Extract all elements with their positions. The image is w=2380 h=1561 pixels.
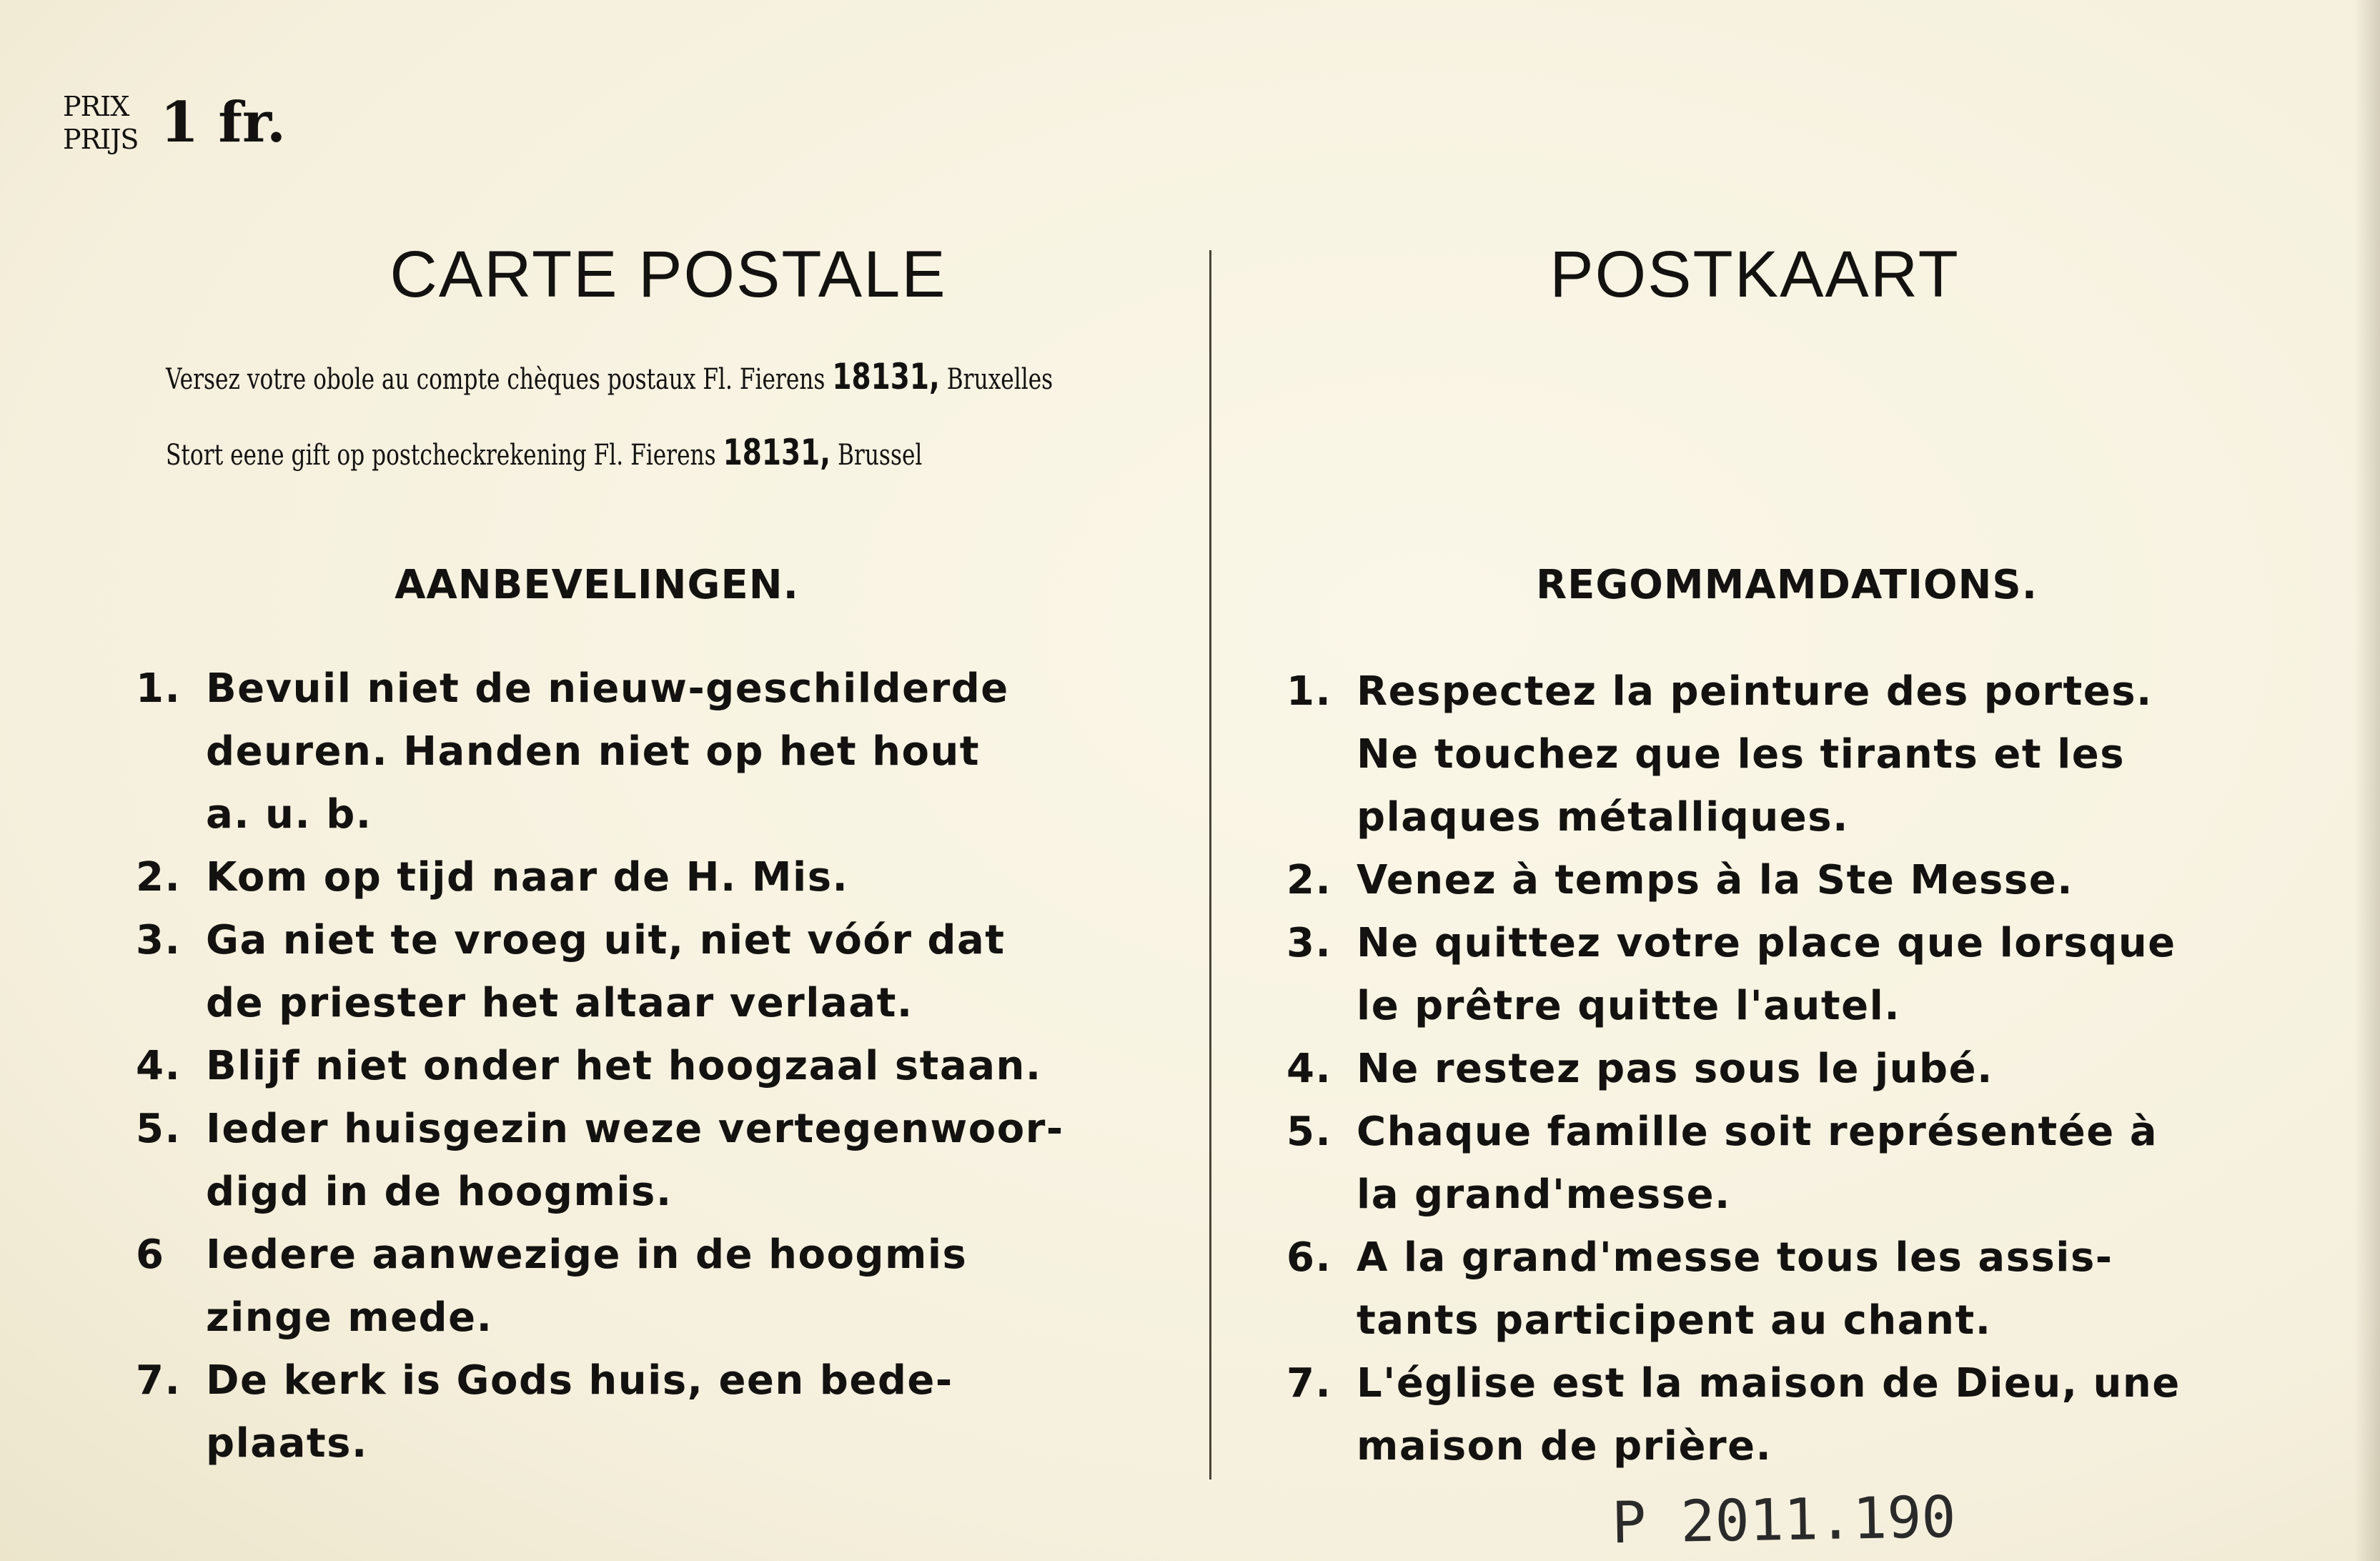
item-line: plaques métalliques. [1357, 794, 1849, 841]
item-number-nl: 1. [136, 665, 182, 712]
item-line: Iedere aanwezige in de hoogmis [206, 1232, 968, 1278]
item-number-nl: 5. [136, 1106, 182, 1152]
item-line: zinge mede. [206, 1294, 493, 1341]
item-text-nl [206, 846, 1065, 909]
transfer-note-fr-text: Versez votre obole au compte chèques postaux Fl. Fierens [166, 363, 833, 396]
transfer-note-nl-text: Stort eene gift op postcheckrekening Fl. Fierens [166, 439, 723, 472]
list-item [1286, 660, 2223, 849]
price-value: 1 fr. [160, 90, 287, 155]
item-line: maison de prière. [1357, 1423, 1772, 1470]
item-number-fr: 1. [1286, 668, 1332, 715]
recommendations-list-fr [1286, 660, 2223, 1478]
list-item [136, 1224, 1065, 1349]
item-line: Bevuil niet de nieuw-geschilderde [206, 665, 1009, 712]
item-number-nl: 6 [136, 1232, 165, 1278]
item-text-nl [206, 1098, 1065, 1224]
item-number-fr: 6. [1286, 1234, 1332, 1281]
item-text-fr [1357, 1101, 2223, 1226]
item-line: digd in de hoogmis. [206, 1169, 673, 1215]
item-number-nl: 2. [136, 854, 182, 901]
item-line: L'église est la maison de Dieu, une [1357, 1360, 2181, 1407]
account-number: 18131, [723, 432, 831, 473]
account-number: 18131, [832, 356, 940, 397]
center-divider [1209, 250, 1211, 1480]
price-label-fr: PRIX [63, 91, 129, 122]
item-number-nl: 7. [136, 1357, 182, 1404]
list-item [136, 1349, 1065, 1475]
list-item [136, 1035, 1065, 1098]
item-line: Blijf niet onder het hoogzaal staan. [206, 1043, 1042, 1089]
price-label-nl: PRIJS [63, 124, 139, 155]
item-line: Ne quittez votre place que lorsque [1357, 920, 2176, 966]
heading-aanbevelingen: AANBEVELINGEN. [395, 562, 799, 608]
item-text-nl [206, 1224, 1065, 1349]
item-number-nl: 4. [136, 1043, 182, 1089]
item-number-fr: 5. [1286, 1109, 1332, 1155]
price-labels [63, 90, 139, 156]
item-text-fr [1357, 660, 2223, 849]
item-number-fr: 3. [1286, 920, 1332, 966]
item-text-fr [1357, 912, 2223, 1038]
list-item [1286, 1226, 2223, 1352]
item-line: Ne touchez que les tirants et les [1357, 731, 2126, 778]
title-postkaart: POSTKAART [1550, 238, 1960, 311]
item-number-fr: 4. [1286, 1046, 1332, 1092]
item-line: le prêtre quitte l'autel. [1357, 983, 1901, 1029]
transfer-note-fr [166, 356, 1053, 397]
item-line: Kom op tijd naar de H. Mis. [206, 854, 849, 901]
item-line: deuren. Handen niet op het hout [206, 728, 981, 775]
recommendations-list-nl [136, 658, 1065, 1475]
item-text-fr [1357, 1226, 2223, 1352]
item-line: la grand'messe. [1357, 1171, 1731, 1218]
item-line: Respectez la peinture des portes. [1357, 668, 2153, 715]
item-line: a. u. b. [206, 791, 372, 838]
item-line: plaats. [206, 1420, 368, 1467]
card-edge-shadow [2354, 0, 2380, 1561]
item-line: A la grand'messe tous les assis- [1357, 1234, 2113, 1281]
list-item [1286, 1352, 2223, 1478]
item-number-fr: 7. [1286, 1360, 1332, 1407]
list-item [136, 1098, 1065, 1224]
item-number-nl: 3. [136, 917, 182, 963]
list-item [1286, 1038, 2223, 1101]
archive-number: P 2011.190 [1611, 1483, 1957, 1557]
item-line: Chaque famille soit représentée à [1357, 1109, 2158, 1155]
item-number-fr: 2. [1286, 857, 1332, 903]
item-line: de priester het altaar verlaat. [206, 980, 913, 1026]
title-carte-postale: CARTE POSTALE [390, 238, 947, 311]
item-line: De kerk is Gods huis, een bede- [206, 1357, 953, 1404]
list-item [1286, 1101, 2223, 1226]
list-item [136, 658, 1065, 846]
item-text-nl [206, 1349, 1065, 1475]
item-line: Venez à temps à la Ste Messe. [1357, 857, 2073, 903]
list-item [136, 846, 1065, 909]
item-line: Ieder huisgezin weze vertegenwoor- [206, 1106, 1064, 1152]
transfer-note-nl-city: Brussel [830, 439, 923, 472]
list-item [1286, 912, 2223, 1038]
item-text-nl [206, 1035, 1065, 1098]
item-line: Ga niet te vroeg uit, niet vóór dat [206, 917, 1006, 963]
heading-recommandations: REGOMMAMDATIONS. [1535, 562, 2038, 608]
transfer-note-nl [166, 432, 958, 473]
item-text-fr [1357, 1038, 2223, 1101]
item-text-nl [206, 658, 1065, 846]
list-item [136, 909, 1065, 1035]
item-text-fr [1357, 849, 2223, 912]
item-text-fr [1357, 1352, 2223, 1478]
item-line: tants participent au chant. [1357, 1297, 1992, 1344]
list-item [1286, 849, 2223, 912]
item-text-nl [206, 909, 1065, 1035]
item-line: Ne restez pas sous le jubé. [1357, 1046, 1993, 1092]
transfer-note-fr-city: Bruxelles [939, 363, 1053, 396]
